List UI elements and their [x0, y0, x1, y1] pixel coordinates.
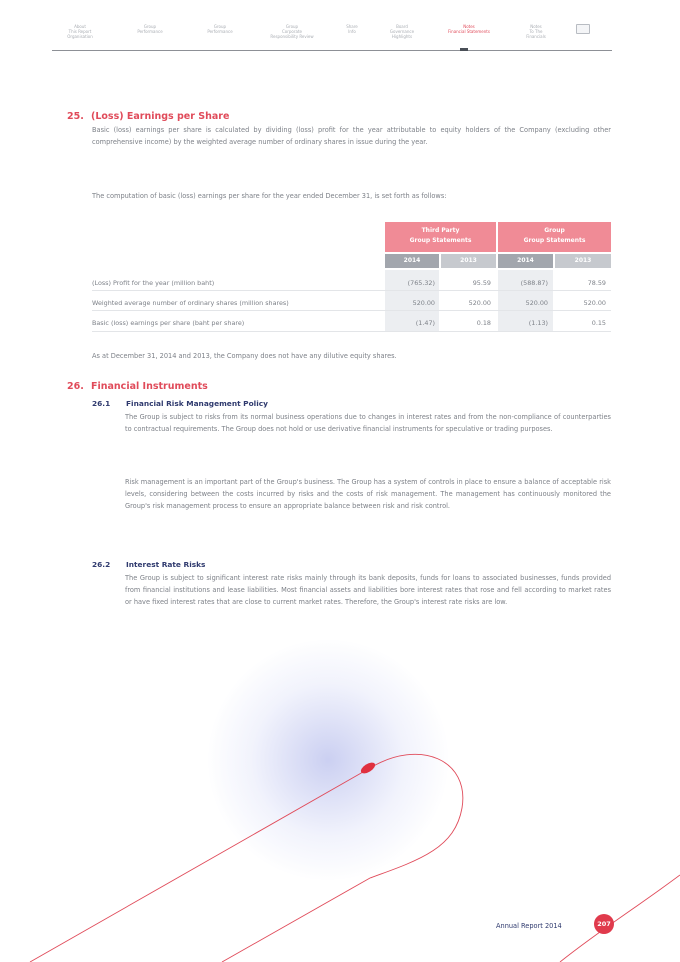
table-row-label: Basic (loss) earnings per share (baht per share) — [92, 319, 245, 327]
nav-label: Corporate — [282, 29, 302, 34]
nav-label: Performance — [137, 29, 163, 34]
year-header: 2013 — [441, 254, 496, 268]
nav-label: Performance — [207, 29, 233, 34]
nav-label: Group — [213, 24, 227, 29]
subsection-26-2-paragraph: The Group is subject to significant interest rate risks mainly through its bank deposits, funds for loans to associated businesses, funds provided from financial institutions and lease liabilities. Most financial assets and liabilities bore interest rates that rose and fell according to market rates or have fixed interest rates that are close to current market rates. Therefore, the Group's interest rate risks are low. — [125, 574, 611, 607]
nav-label: Group — [143, 24, 157, 29]
subsection-number: 26.2 — [92, 560, 111, 569]
nav-label: Notes — [463, 24, 475, 29]
section-title: (Loss) Earnings per Share — [91, 111, 230, 122]
table-row-label: (Loss) Profit for the year (million baht) — [92, 279, 215, 287]
section-number: 25. — [67, 111, 84, 122]
section-number: 26. — [67, 381, 84, 392]
table-cell: 78.59 — [587, 279, 606, 287]
nav-label: To The — [529, 29, 543, 34]
subsection-title: Financial Risk Management Policy — [126, 399, 268, 408]
year-header: 2013 — [555, 254, 611, 268]
nav-label: Share — [346, 24, 358, 29]
subsection-26-1-paragraph-1: The Group is subject to risks from its normal business operations due to changes in interest rates and from the non-compliance of counterparties to contractual requirements. The Group does not hold or use derivative financial instruments for speculative or trading purposes. — [125, 413, 611, 434]
nav-label: Responsibility Review — [270, 34, 314, 39]
table-cell: (765.32) — [407, 279, 435, 287]
table-cell: 95.59 — [472, 279, 491, 287]
header-line: Group — [544, 227, 565, 234]
page-number: 207 — [594, 914, 614, 934]
section-25-paragraph-1: Basic (loss) earnings per share is calculated by dividing (loss) profit for the year attributable to equity holders of the Company (excluding other comprehensive income) by the weighted average number of ordinary shares in issue during the year. — [92, 126, 611, 147]
table-cell: 0.15 — [591, 319, 606, 327]
year-header: 2014 — [385, 254, 439, 268]
nav-label: About — [74, 24, 86, 29]
subsection-number: 26.1 — [92, 399, 111, 408]
decorative-curve-line — [30, 754, 463, 962]
subsection-title: Interest Rate Risks — [126, 560, 206, 569]
nav-label: This Report — [68, 29, 92, 34]
nav-label: Info — [348, 29, 356, 34]
header-line: Third Party — [421, 227, 460, 234]
nav-label: Board — [396, 24, 408, 29]
table-cell: 520.00 — [525, 299, 548, 307]
table-cell: (1.47) — [415, 319, 435, 327]
nav-label: Notes — [530, 24, 542, 29]
nav-label: Financial Statements — [448, 29, 490, 34]
footer-report-title: Annual Report 2014 — [496, 922, 562, 930]
decorative-red-marker — [359, 760, 377, 775]
table-cell: 520.00 — [583, 299, 606, 307]
table-cell: 520.00 — [412, 299, 435, 307]
section-25-paragraph-2: The computation of basic (loss) earnings per share for the year ended December 31, is set forth as follows: — [92, 192, 447, 200]
section-25-note: As at December 31, 2014 and 2013, the Company does not have any dilutive equity shares. — [92, 352, 397, 360]
subsection-26-1-paragraph-2: Risk management is an important part of the Group's business. The Group has a system of controls in place to ensure a balance of acceptable risk levels, considering between the costs incurred by risks and the costs of risk management. The management has continuously monitored the Group's risk management process to ensure an appropriate balance between risk and risk control. — [125, 478, 611, 511]
nav-label: Governance — [389, 29, 415, 34]
header-line: Group Statements — [523, 237, 586, 244]
table-cell: (588.87) — [520, 279, 548, 287]
table-row-label: Weighted average number of ordinary shares (million shares) — [92, 299, 289, 307]
nav-label: Organisation — [67, 34, 93, 39]
nav-label: Group — [285, 24, 299, 29]
header-line: Group Statements — [409, 237, 472, 244]
decorative-corner-line — [560, 875, 680, 962]
table-cell: 520.00 — [468, 299, 491, 307]
nav-label: Highlights — [391, 34, 413, 39]
year-header: 2014 — [498, 254, 553, 268]
table-cell: (1.13) — [528, 319, 548, 327]
table-cell: 0.18 — [476, 319, 491, 327]
section-title: Financial Instruments — [91, 381, 208, 392]
nav-label: Financials — [526, 34, 546, 39]
